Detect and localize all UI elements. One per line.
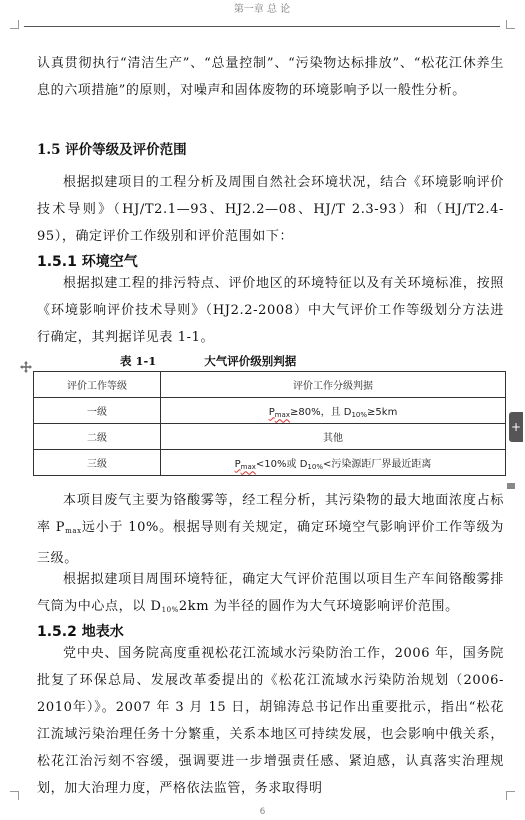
- page-header: [24, 0, 500, 27]
- header-cell-level: 评价工作等级: [34, 372, 161, 398]
- page-number: 6: [259, 807, 266, 817]
- air-range-paragraph: 根据拟建项目周围环境特征，确定大气评价范围以项目生产车间铬酸雾排气筒为中心点，以 $D_{10\%}2km$ 为半径的圆作为大气环境影响评价范围。: [37, 572, 504, 614]
- corner-crop-mark: [506, 20, 515, 29]
- criteria-cell: $P_{max}\ge 80\%$，且 $D_{10\%}\ge 5km$: [161, 398, 506, 424]
- corner-crop-mark: [10, 20, 19, 29]
- criteria-cell: $P_{max}<10\%$或 $D_{10\%}<$污染源距厂界最近距离: [161, 450, 506, 476]
- section-1-5-1-paragraph: 根据拟建工程的排污特点、评价地区的环境特征以及有关环境标准，按照《环境影响评价技术导则》（HJ2.2-2008）中大气评价工作等级划分方法进行确定，其判据详见表 1-1。: [37, 276, 504, 345]
- air-level-paragraph: 本项目废气主要为铬酸雾等，经工程分析，其污染物的最大地面浓度占标率 $P_{max}$远小于 10%。根据导则有关规定，确定环境空气影响评价工作等级为三级。: [37, 493, 504, 566]
- header-cell-criteria: 评价工作分级判据: [161, 372, 506, 398]
- table-row: [34, 450, 506, 476]
- corner-crop-mark: [506, 791, 515, 800]
- level-cell: 一级: [34, 398, 161, 424]
- corner-crop-mark: [10, 791, 19, 800]
- intro-paragraph: 认真贯彻执行“清洁生产”、“总量控制”、“污染物达标排放”、“松花江休养生息的六项措施”的原则，对噪声和固体废物的环境影响予以一般性分析。: [37, 56, 504, 98]
- table-caption: [120, 353, 296, 369]
- table-number: 表 1-1: [120, 354, 157, 368]
- section-1-5-2-heading: 1.5.2 地表水: [37, 624, 124, 640]
- add-row-tab[interactable]: [509, 412, 523, 442]
- section-1-5-heading: 1.5 评价等级及评价范围: [37, 142, 187, 158]
- level-cell: 二级: [34, 424, 161, 450]
- table-move-icon[interactable]: [20, 361, 32, 373]
- move-arrows-icon: [20, 361, 32, 373]
- level-cell: 三级: [34, 450, 161, 476]
- air-assessment-criteria-table: [33, 371, 506, 476]
- section-1-5-2-paragraph: 党中央、国务院高度重视松花江流域水污染防治工作，2006 年，国务院批复了环保总局、发展改革委提出的《松花江流域水污染防治规划（2006-2010年）》。2007 年 3 月 15 日，胡锦涛总书记作出重要批示，指出“松花江流域污染治理任务十分繁重，关系本地区可持续发展，也会影响中俄关系，松花江治污刻不容缓，强调要进一步增强责任感、紧迫感，认真落实治理规划，加大治理力度，严格依法监管，务求取得明: [37, 646, 504, 796]
- table-row: [34, 424, 506, 450]
- plus-icon: +: [510, 420, 522, 434]
- table-resize-handle[interactable]: [507, 483, 515, 489]
- table-row: [34, 398, 506, 424]
- table-title: 大气评价级别判据: [204, 354, 297, 368]
- table-header-row: [34, 372, 506, 398]
- header-chapter-title: 第一章 总 论: [233, 4, 291, 15]
- section-1-5-paragraph: 根据拟建项目的工程分析及周围自然社会环境状况，结合《环境影响评价技术导则》（HJ/T2.1—93、HJ2.2—08、HJ/T 2.3-93）和（HJ/T2.4-95），确定评价工作级别和评价范围如下：: [37, 175, 504, 244]
- section-1-5-1-heading: 1.5.1 环境空气: [37, 254, 138, 270]
- criteria-cell: 其他: [161, 424, 506, 450]
